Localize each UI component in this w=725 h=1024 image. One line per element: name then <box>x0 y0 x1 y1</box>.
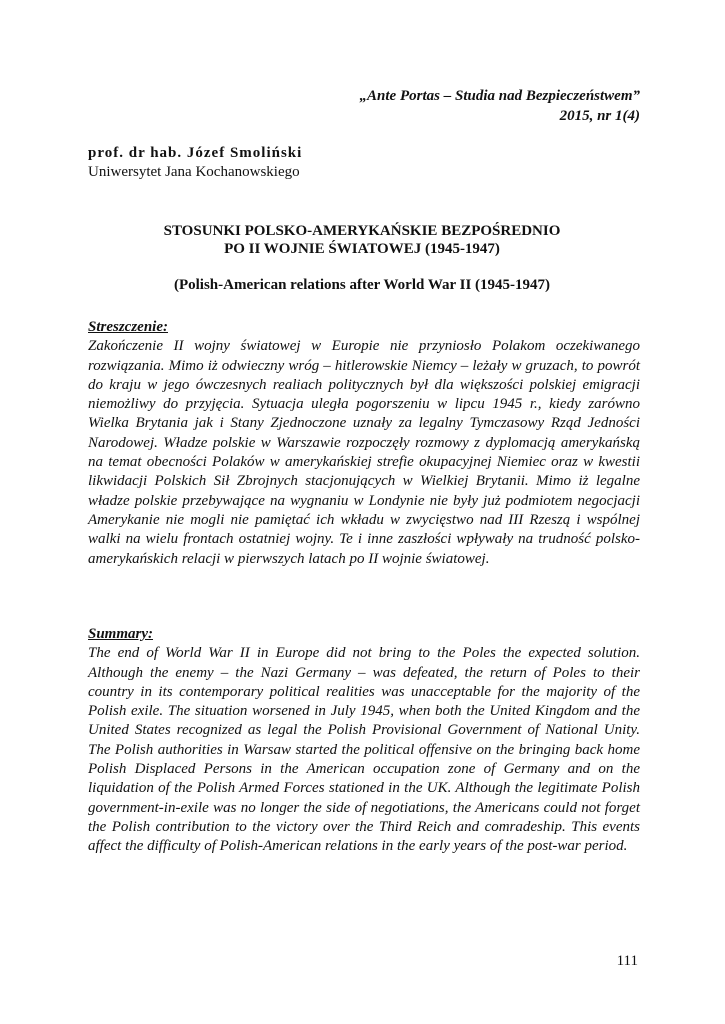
abstract-polish-heading: Streszczenie: <box>88 319 168 335</box>
paper-title <box>88 222 636 258</box>
journal-title: „Ante Portas – Studia nad Bezpieczeństwem” <box>359 88 640 104</box>
abstract-english-text: The end of World War II in Europe did not bring to the Poles the expected solution. Although the enemy – the Nazi Germany – was defeated, the return of Poles to their country in its contemporary political realities was unacceptable for the majority of the Polish exile. The situation worsened in July 1945, when both the United Kingdom and the United States recognized as legal the Polish Provisional Government of National Unity. The Polish authorities in Warsaw started the political offensive on the bringing back home Polish Displaced Persons in the American occupation zone of Germany and on the liquidation of the Polish Armed Forces stationed in the UK. Although the legitimate Polish government-in-exile was no longer the side of negotiations, the Americans could not forget the Polish contribution to the victory over the Third Reich and comradeship. This events affect the difficulty of Polish-American relations in the early years of the post-war period. <box>88 645 640 855</box>
author-block <box>88 144 302 182</box>
abstract-polish-text: Zakończenie II wojny światowej w Europie nie przyniosło Polakom oczekiwanego rozwiązania. Mimo iż odwieczny wróg – hitlerowskie Niemcy – leżały w gruzach, to powrót do kraju w jego ówczesnych realiach politycznych był dla większości polskiej emigracji niemożliwy do przyjęcia. Sytuacja uległa pogorszeniu w lipcu 1945 r., kiedy zarówno Wielka Brytania jak i Stany Zjednoczone uznały za legalny Tymczasowy Rząd Jedności Narodowej. Władze polskie w Warszawie rozpoczęły rozmowy z dyplomacją amerykańską na temat obecności Polaków w amerykańskiej strefie okupacyjnej Niemiec oraz w kwestii likwidacji Polskich Sił Zbrojnych stacjonujących w Wielkiej Brytanii. Mimo iż legalne władze polskie przebywające na wygnaniu w Londynie nie były już podmiotem negocjacji Amerykanie nie mogli nie pamiętać ich wkładu w zwycięstwo nad III Rzeszą i wspólnej walki na wielu frontach ostatniej wojny. Te i inne zaszłości wpływały na trudność polsko-amerykańskich relacji w pierwszych latach po II wojnie światowej. <box>88 338 640 567</box>
paper-title-line-2: PO II WOJNIE ŚWIATOWEJ (1945-1947) <box>224 241 500 257</box>
abstract-english <box>88 625 640 857</box>
abstract-english-heading: Summary: <box>88 626 154 642</box>
journal-header <box>360 86 640 126</box>
abstract-polish <box>88 318 640 569</box>
paper-subtitle: (Polish-American relations after World War II (1945-1947) <box>173 277 551 293</box>
journal-issue: 2015, nr 1(4) <box>559 108 640 124</box>
author-affiliation: Uniwersytet Jana Kochanowskiego <box>88 164 300 180</box>
author-name: prof. dr hab. Józef Smoliński <box>88 145 303 161</box>
paper-title-line-1: STOSUNKI POLSKO-AMERYKAŃSKIE BEZPOŚREDNIO <box>163 223 561 239</box>
page-number: 111 <box>616 953 638 969</box>
